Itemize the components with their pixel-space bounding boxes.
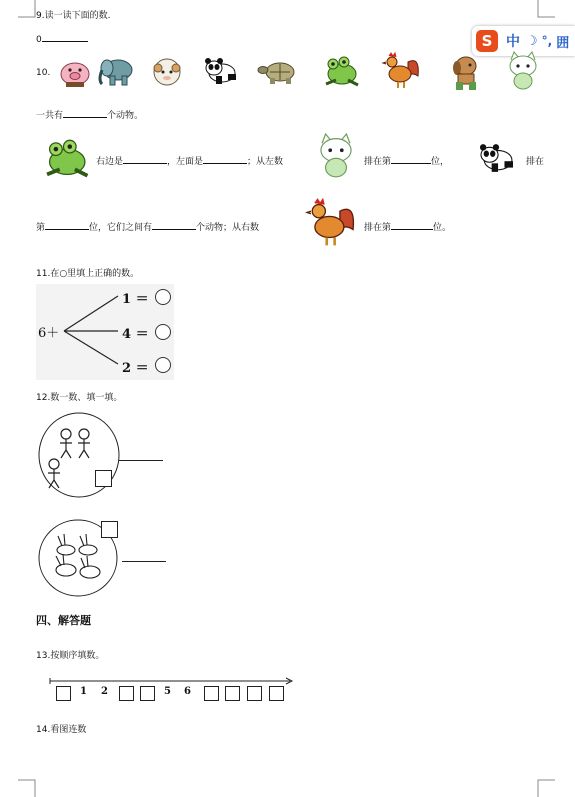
q10-total-prefix: 一共有 (36, 111, 64, 121)
rooster-icon (382, 52, 422, 90)
moon-icon[interactable]: ☽ (526, 33, 538, 49)
q10-di: 第 (36, 223, 46, 233)
q13-number-5: 5 (164, 686, 171, 697)
answer-circle[interactable] (156, 358, 171, 373)
q13-answer-box[interactable] (204, 686, 219, 701)
pig-icon (58, 56, 92, 88)
rooster-icon (304, 198, 360, 248)
q11-answer-circles[interactable] (154, 288, 174, 372)
answer-blank[interactable] (45, 221, 89, 230)
answer-blank[interactable] (152, 221, 196, 230)
q10-total-suffix: 个动物。 (107, 111, 144, 121)
addend: 2 (122, 361, 132, 376)
q10-rank: 排在第 (364, 157, 392, 167)
ime-more-icon[interactable]: 囲 (556, 35, 570, 51)
elephant-icon (98, 56, 136, 86)
q13-answer-box[interactable] (119, 686, 134, 701)
frog-icon (42, 136, 90, 180)
answer-blank[interactable] (391, 155, 431, 164)
corner-mark-top-right (537, 0, 555, 18)
q13-answer-box[interactable] (225, 686, 240, 701)
q12-answer-box-2[interactable] (101, 521, 118, 538)
q10-from-left: ；从左数 (247, 157, 284, 167)
q13-number-1: 1 (80, 686, 87, 697)
q13-answer-box[interactable] (56, 686, 71, 701)
cat-icon (316, 134, 356, 178)
q13-title: 13.按顺序填数。 (36, 651, 105, 661)
q10-right-is: 右边是 (96, 157, 124, 167)
sheep-icon (150, 56, 184, 88)
equals-sign: ＝ (135, 292, 149, 307)
q10-line3-a (36, 220, 259, 233)
q10-line2-b (364, 154, 449, 167)
q12-title: 12.数一数、填一填。 (36, 393, 123, 403)
q14-title: 14.看图连数 (36, 725, 87, 735)
q10-line2-a (96, 154, 283, 167)
q13-number-6: 6 (184, 686, 191, 697)
q10-animals-from-right: 个动物；从右数 (196, 223, 260, 233)
section-title: 四、解答题 (36, 614, 91, 627)
q10-left-is: ，左面是 (167, 157, 204, 167)
q11-title: 11.在○里填上正确的数。 (36, 269, 140, 279)
q10-line3-b (364, 220, 451, 233)
answer-blank[interactable] (123, 155, 167, 164)
frog-icon (322, 54, 360, 88)
q11-addend-1 (122, 288, 149, 307)
q13-number-2: 2 (101, 686, 108, 697)
panda-icon (202, 56, 240, 86)
answer-blank[interactable] (391, 221, 433, 230)
answer-circle[interactable] (156, 325, 171, 340)
q12-answer-box-1[interactable] (95, 470, 112, 487)
q12-monkeys-oval (36, 412, 126, 502)
q10-rank2: 排在 (526, 157, 545, 167)
answer-circle[interactable] (156, 290, 171, 305)
answer-blank[interactable] (63, 109, 107, 118)
sogou-logo-icon[interactable]: S (476, 30, 498, 52)
q13-answer-box[interactable] (140, 686, 155, 701)
q11-addend-3 (122, 357, 149, 376)
answer-blank[interactable] (203, 155, 247, 164)
answer-blank[interactable] (42, 33, 88, 42)
answer-blank[interactable] (119, 460, 163, 461)
q11-base: 6＋ (38, 326, 60, 341)
q13-answer-box[interactable] (269, 686, 284, 701)
q9-number: 0 (36, 35, 42, 45)
addend: 4 (122, 327, 132, 342)
q9-answer-line (36, 33, 88, 45)
turtle-icon (258, 58, 300, 86)
equals-sign: ＝ (135, 327, 149, 342)
addend: 1 (122, 292, 132, 307)
panda-icon (476, 142, 518, 174)
equals-sign: ＝ (135, 361, 149, 376)
q13-answer-box[interactable] (247, 686, 262, 701)
q10-pos: 位， (431, 157, 450, 167)
q10-pos-between: 位，它们之间有 (89, 223, 153, 233)
q10-total-line (36, 108, 143, 121)
q10-label: 10. (36, 68, 51, 78)
punctuation-toggle[interactable]: °, (541, 34, 553, 48)
answer-blank[interactable] (122, 561, 166, 562)
q10-rank: 排在第 (364, 223, 392, 233)
cat-icon (506, 52, 540, 90)
ime-language-toggle[interactable]: 中 (506, 34, 520, 50)
q9-title: 9.读一读下面的数. (36, 11, 111, 21)
q11-addend-2 (122, 323, 149, 342)
corner-mark-top-left (18, 0, 36, 18)
corner-mark-bottom-right (537, 779, 555, 797)
corner-mark-bottom-left (18, 779, 36, 797)
dog-icon (446, 54, 486, 92)
q10-pos-end: 位。 (433, 223, 452, 233)
